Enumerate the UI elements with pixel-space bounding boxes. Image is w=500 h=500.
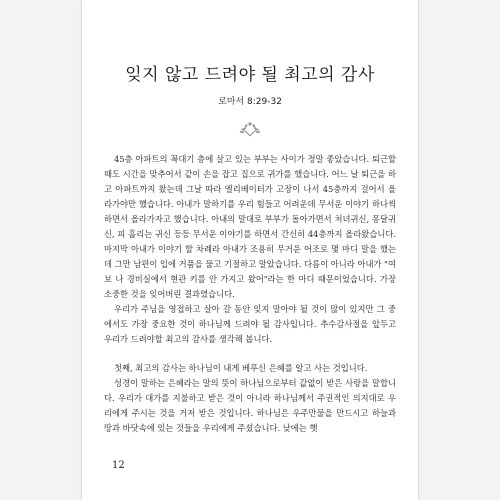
paragraph: 성경이 말하는 은혜라는 말의 뜻이 하나님으로부터 값없이 받은 사랑을 말합니다. 우리가 대가를 지불하고 받은 것이 아니라 하나님께서 주권적인 의지대로 우리에게 주시는 것을 거저 받은 것입니다. 하나님은 우주만물을 만드시고 하늘과 땅과 바닷속에 있는 것들을 우리에게 주셨습니다. 낮에는 햇 — [104, 378, 396, 433]
chapter-title: 잊지 않고 드려야 될 최고의 감사 — [125, 65, 375, 85]
paragraph: 45층 아파트의 꼭대기 층에 살고 있는 부부는 사이가 정말 좋았습니다. 퇴근할 때도 시간을 맞추어서 같이 손을 잡고 집으로 귀가를 했습니다. 어느 날 퇴근을 하고 아파트까지 왔는데 그날 따라 엘리베이터가 고장이 나서 45층까지 걸어서 올라가야만 했습니다. 아내가 말하기를 우리 힘들고 어려운데 무서운 이야기 하나씩 하면서 올라가자고 했습니다. 아내의 말대로 부부가 돌아가면서 처녀귀신, 몽달귀신, 피 흘리는 귀신 등등 무서운 이야기를 하면서 간신히 44층까지 올라왔습니다. 마지막 아내가 이야기 할 차례라 아내가 조용히 무거운 어조로 몇 마디 말을 했는데 그만 남편이 입에 거품을 물고 기절하고 말았습니다. 다름이 아니라 아내가 "여보 나 경비실에서 현관 키를 안 가지고 왔어"라는 한 마디 때문이었습니다. 가장 소중한 것을 잊어버린 결과였습니다. — [104, 154, 396, 299]
paragraph: 우리가 주님을 영접하고 살아 갈 동안 잊지 말아야 될 것이 많이 있지만 그 중에서도 가장 중요한 것이 하나님께 드려야 될 감사입니다. 추수감사절을 앞두고 우리가 드려야할 최고의 감사를 생각해 봅니다. — [104, 304, 396, 344]
page-number: 12 — [112, 460, 125, 471]
paragraph: 첫째, 최고의 감사는 하나님이 내게 베푸신 은혜를 알고 사는 것입니다. — [114, 363, 368, 373]
book-page — [82, 0, 418, 500]
scripture-reference: 로마서 8:29-32 — [218, 97, 282, 107]
laurel-leaf-ornament-icon — [238, 118, 262, 138]
body-text — [104, 152, 396, 436]
